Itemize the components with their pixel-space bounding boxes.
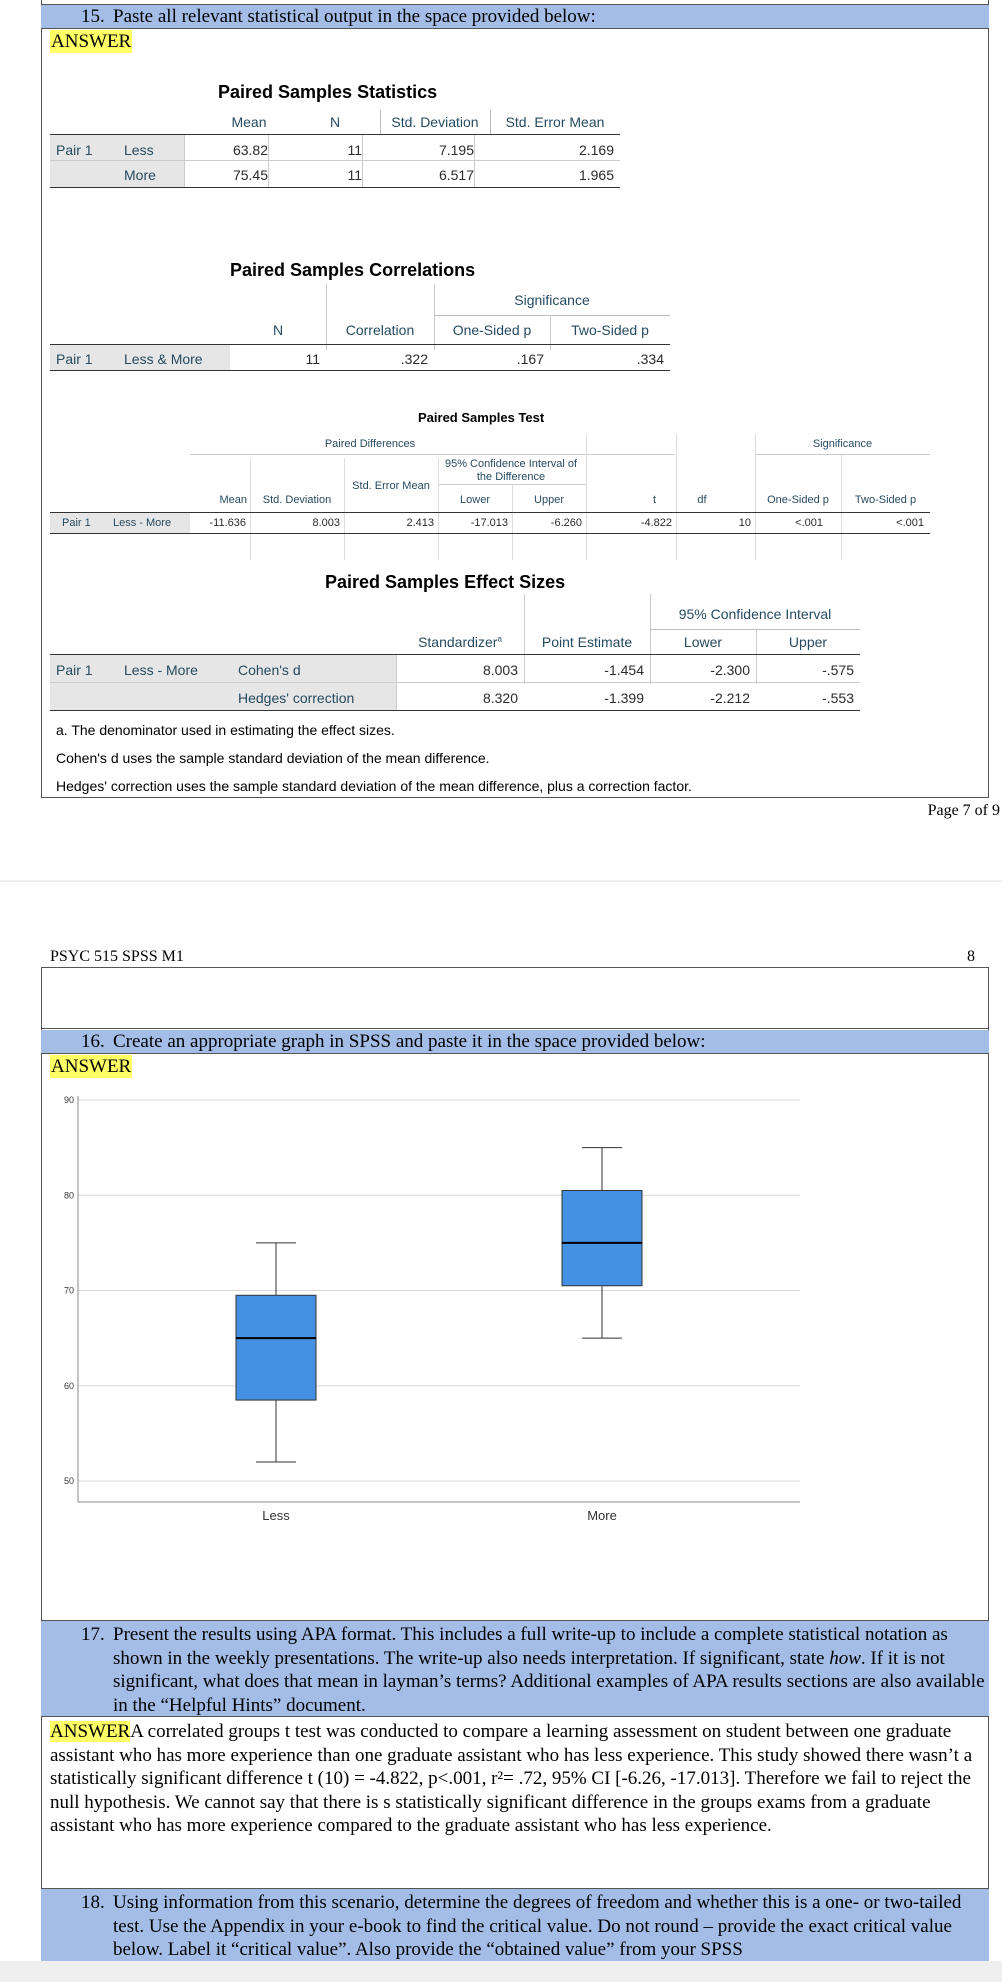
effect-sizes-note-cohen: Cohen's d uses the sample standard deviation of the mean difference. [56,750,490,766]
paired-stats-less-sd: 7.195 [438,142,474,158]
paired-stats-header-se: Std. Error Mean [505,114,605,130]
effect-sizes-hedges-lower: -2.212 [710,690,750,706]
effect-sizes-row-label: Less - More [124,662,198,678]
page7-footer: Page 7 of 9 [927,802,1000,819]
box-more [562,1190,642,1285]
effect-sizes-hedges-upper: -.553 [822,690,854,706]
effect-sizes-hedges-pe: -1.399 [604,690,644,706]
q18-text: Using information from this scenario, determine the degrees of freedom and whether this is a one- or two-tailed test. Use the Appendix in your e-book to find the critical value. Do not round – provide the exact critical value below. Label it “critical value”. Also provide the “obtained value” from your SPSS [113,1892,962,1960]
effect-sizes-note-a: a. The denominator used in estimating the effect sizes. [56,722,395,738]
paired-corr-two-sided-p: .334 [636,351,664,367]
paired-test-two-sided-p: <.001 [896,517,924,529]
paired-test-ci-header: 95% Confidence Interval of the Difference [444,458,578,483]
q15-text: Paste all relevant statistical output in the space provided below: [113,6,596,27]
x-tick-label-less: Less [262,1508,290,1523]
effect-sizes-pair-label: Pair 1 [56,662,93,678]
paired-corr-significance: Significance [514,292,590,308]
paired-stats-less-n: 11 [347,142,362,158]
effect-sizes-cohens-d-label: Cohen's d [238,662,301,678]
q15-number: 15. [81,6,105,27]
paired-stats-row-more: More [124,167,156,183]
paired-test-t: -4.822 [640,517,672,529]
q17-number: 17. [81,1624,105,1645]
question-18-bar [41,1889,989,1961]
paired-test-df: 10 [738,517,751,529]
effect-sizes-ci-header: 95% Confidence Interval [678,606,832,622]
effect-sizes-header-lower: Lower [683,634,723,650]
effect-sizes-cohens-upper: -.575 [822,662,854,678]
q17-answer-text: A correlated groups t test was conducted to compare a learning assessment on student between one graduate assistant who has more experience than one graduate assistant who has less experience. This study showed there wasn’t a statistically significant difference t (10) = -4.822, p<.001, r²= .72, 95% CI [-6.26, -17.013]. Therefore we fail to reject the null hypothesis. We cannot say that there is s statistically significant difference in the groups exams from a graduate assistant who has more experience compared to the graduate assistant who has less experience. [50,1721,973,1836]
y-tick-label-80: 80 [63,1190,74,1201]
q16-answer-label: ANSWER [51,1056,132,1077]
paired-corr-n: 11 [305,351,320,367]
q15-answer-label: ANSWER [51,31,132,52]
question-16-bar [41,1030,989,1054]
paired-test-mean: -11.636 [209,517,246,529]
paired-corr-header-two-sided: Two-Sided p [571,322,649,338]
paired-test-header-upper: Upper [534,494,564,506]
paired-stats-header-sd: Std. Deviation [391,114,479,130]
q17-answer-block [50,1720,986,1838]
paired-corr-correlation: .322 [400,351,428,367]
paired-stats-more-sd: 6.517 [438,167,474,183]
page8-header-right: 8 [967,948,975,965]
effect-sizes-cohens-lower: -2.300 [710,662,750,678]
paired-test-pair-label: Pair 1 [62,517,91,529]
paired-test-header-lower: Lower [460,494,490,506]
q16-text: Create an appropriate graph in SPSS and paste it in the space provided below: [113,1031,706,1052]
paired-test-upper: -6.260 [550,517,582,529]
q18-number: 18. [81,1892,105,1913]
paired-test-se: 2.413 [406,517,434,529]
paired-test-header-one-sided: One-Sided p [767,494,829,506]
paired-test-paired-differences: Paired Differences [324,438,416,450]
effect-sizes-hedges-label: Hedges' correction [238,690,355,706]
effect-sizes-note-hedges: Hedges' correction uses the sample standard deviation of the mean difference, plus a correction factor. [56,778,692,794]
paired-test-title: Paired Samples Test [418,410,545,425]
paired-corr-header-n: N [272,322,284,338]
effect-sizes-header-upper: Upper [788,634,828,650]
effect-sizes-header-standardizer: Standardizer$^a$ [418,634,502,650]
paired-test-header-mean: Mean [219,494,247,506]
paired-test-row-label: Less - More [113,517,172,529]
paired-test-lower: -17.013 [470,517,508,529]
paired-stats-less-se: 2.169 [578,142,614,158]
paired-stats-more-se: 1.965 [578,167,614,183]
paired-stats-more-n: 11 [347,167,362,183]
paired-stats-less-mean: 63.82 [232,142,268,158]
viewer-bottom-bar [0,1961,1002,1982]
y-tick-label-90: 90 [63,1095,74,1105]
page8-header-left: PSYC 515 SPSS M1 [50,948,184,965]
y-tick-label-60: 60 [63,1380,74,1391]
effect-sizes-hedges-std: 8.320 [482,690,518,706]
q17-answer-label: ANSWER [50,1721,131,1742]
paired-test-header-sd: Std. Deviation [262,494,332,506]
question-17-bar [41,1621,989,1717]
paired-stats-row-less: Less [124,142,154,158]
paired-stats-header-mean: Mean [231,114,267,130]
x-tick-label-more: More [587,1508,617,1523]
paired-corr-row-label: Less & More [124,351,203,367]
paired-test-header-df: df [697,494,707,506]
effect-sizes-cohens-std: 8.003 [482,662,518,678]
effect-sizes-cohens-pe: -1.454 [604,662,644,678]
box-less [236,1295,316,1400]
paired-test-header-t: t [652,494,656,506]
paired-corr-header-one-sided: One-Sided p [452,322,532,338]
paired-stats-title: Paired Samples Statistics [218,82,438,102]
paired-test-header-two-sided: Two-Sided p [854,494,917,506]
y-tick-label-50: 50 [63,1476,74,1487]
paired-corr-title: Paired Samples Correlations [230,260,476,280]
effect-sizes-header-point-estimate: Point Estimate [541,634,633,650]
q16-number: 16. [81,1031,105,1052]
paired-corr-header-correlation: Correlation [345,322,415,338]
paired-stats-more-mean: 75.45 [232,167,268,183]
paired-stats-pair-label: Pair 1 [56,142,93,158]
paired-test-one-sided-p: <.001 [795,517,823,529]
paired-test-header-se: Std. Error Mean [352,480,430,492]
paired-test-sd: 8.003 [312,517,340,529]
paired-test-significance: Significance [812,438,873,450]
page-separator [0,880,1002,882]
paired-corr-pair-label: Pair 1 [56,351,93,367]
boxplot-chart [50,1090,810,1530]
paired-corr-one-sided-p: .167 [516,351,544,367]
q17-text: Present the results using APA format. This includes a full write-up to include a complete statistical notation as shown in the weekly presentations. The write-up also needs interpretation. If significant, state how. If it is not significant, what does that mean in layman’s terms? Additional examples of APA results sections are also available in the “Helpful Hints” document. [113,1624,985,1716]
paired-stats-header-n: N [329,114,341,130]
question-15-bar [41,4,989,29]
y-tick-label-70: 70 [63,1285,74,1296]
effect-sizes-title: Paired Samples Effect Sizes [325,572,566,592]
